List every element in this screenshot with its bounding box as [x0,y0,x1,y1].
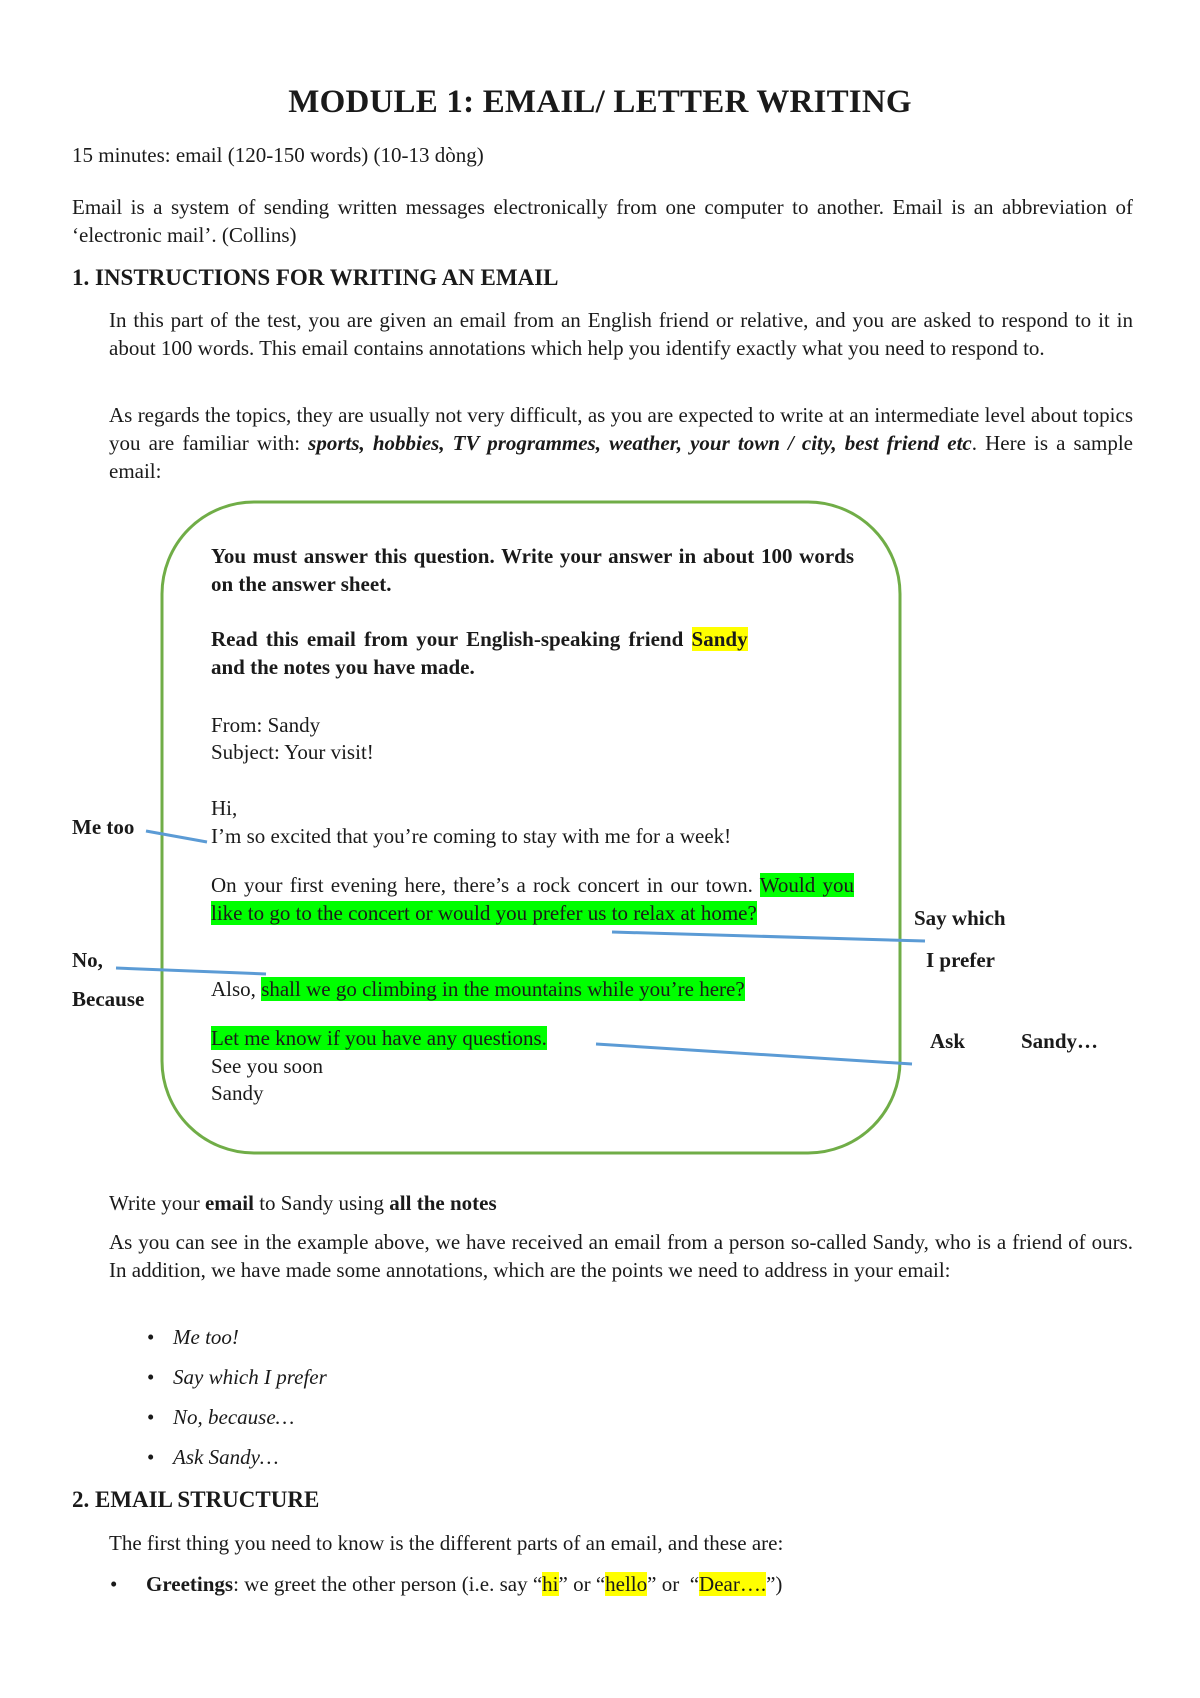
list-item [147,1403,327,1431]
email-concert-paragraph [211,871,854,927]
read-line-end: and the notes you have made. [211,655,475,679]
email-greeting: Hi, [211,796,238,820]
write-c: to Sandy using [253,1191,390,1215]
topic-list: sports, hobbies, TV programmes, weather, your town / city, best friend etc [308,431,972,455]
concert-question-highlight: Would you like to go to the concert or would you prefer us to relax at home? [211,873,854,925]
bullet-text: Ask Sandy… [173,1445,279,1469]
note-sandy: Sandy… [1021,1029,1099,1053]
note-me-too: Me too [72,815,135,839]
climbing-question-highlight: shall we go climbing in the mountains while you’re here? [261,977,745,1001]
note-say-which: Say which [914,906,1006,930]
read-line-start: Read this email from your English-speaking friend [211,627,692,651]
greet-text-b: ” or “ [558,1572,606,1596]
bullet-text: Say which I prefer [173,1365,327,1389]
email-excited-line: I’m so excited that you’re coming to stay with me for a week! [211,824,732,848]
list-item [147,1443,327,1471]
section-2-heading: 2. EMAIL STRUCTURE [72,1487,320,1512]
para2-start: As regards the topics, they are usually not very difficult, as you are expected to write at an intermediate level about topics you are familiar with: [109,403,1133,455]
also-text: Also, [211,977,262,1001]
email-subject: Subject: Your visit! [211,740,374,764]
email-definition: Email is a system of sending written messages electronically from one computer to another. Email is an abbreviation of ‘electronic mail’. (Collins) [72,195,1133,247]
note-line-no-because [116,968,266,974]
bullet-icon: • [147,1405,155,1429]
write-d: all the notes [389,1191,497,1215]
greet-text-c: ” or “ [647,1572,700,1596]
para2-end: . Here is a sample email: [109,431,1133,483]
section-1-heading: 1. INSTRUCTIONS FOR WRITING AN EMAIL [72,265,559,290]
write-b: email [204,1191,254,1215]
section-1-paragraph-1: In this part of the test, you are given an email from an English friend or relative, and you are asked to respond to it in about 100 words. This email contains annotations which help you identify exactly what you need to respond to. [109,308,1133,360]
email-questions-line [211,1024,547,1052]
note-no: No, [72,948,103,972]
sample-read-line [211,625,854,681]
list-item [147,1363,327,1391]
email-sign-off: See you soon [211,1054,323,1078]
sample-instruction: You must answer this question. Write your answer in about 100 words on the answer sheet. [211,544,854,596]
greet-hello: hello [605,1572,648,1596]
questions-highlight: Let me know if you have any questions. [211,1026,547,1050]
note-line-say-which [612,932,925,941]
note-because: Because [72,987,145,1011]
concert-intro: On your first evening here, there’s a rock concert in our town. [211,873,753,897]
bullet-text: Me too! [173,1325,239,1349]
page-title: MODULE 1: EMAIL/ LETTER WRITING [288,84,912,120]
annotations-paragraph: As you can see in the example above, we have received an email from a person so-called Sandy, who is a friend of ours. In addition, we have made some annotations, which are the points we need to address in your email: [109,1230,1133,1282]
list-item [147,1323,327,1351]
bullet-icon: • [110,1572,118,1596]
greet-text-d: ”) [766,1572,783,1596]
write-instruction [109,1189,497,1217]
note-line-me-too [146,831,207,842]
email-signature: Sandy [211,1081,264,1105]
note-i-prefer: I prefer [926,948,995,972]
time-limit-note: 15 minutes: email (120-150 words) (10-13 dòng) [72,143,484,167]
note-ask: Ask [930,1029,966,1053]
write-a: Write your [109,1191,205,1215]
sandy-highlight: Sandy [691,627,748,651]
greetings-item [110,1570,783,1598]
email-from: From: Sandy [211,713,321,737]
bullet-icon: • [147,1325,155,1349]
bullet-icon: • [147,1365,155,1389]
bullet-icon: • [147,1445,155,1469]
bullet-text: No, because… [173,1405,295,1429]
greet-hi: hi [542,1572,559,1596]
greet-text-a: : we greet the other person (i.e. say “ [233,1572,543,1596]
greetings-label: Greetings [146,1572,234,1596]
greet-dear: Dear…. [699,1572,767,1596]
email-climbing-line [211,975,745,1003]
section-2-intro: The first thing you need to know is the different parts of an email, and these are: [109,1531,784,1555]
annotation-list [147,1323,327,1471]
note-line-ask-sandy [596,1044,912,1064]
